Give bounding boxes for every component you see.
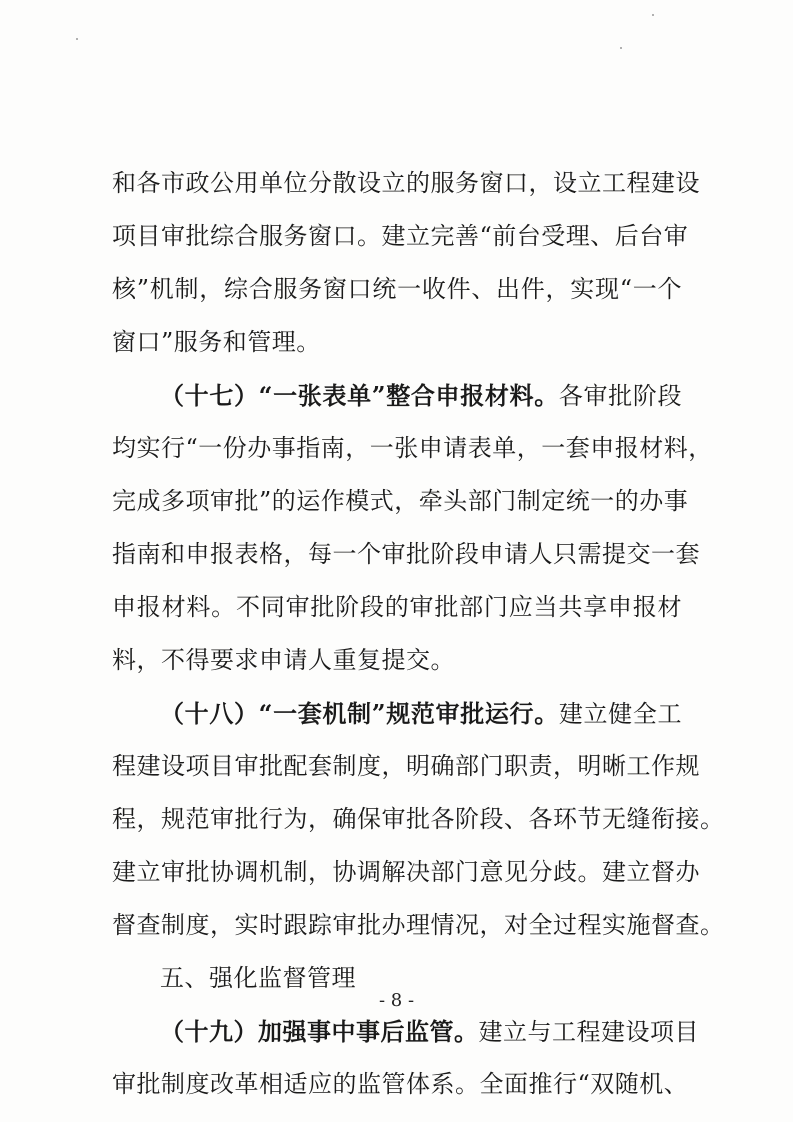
text-fragment: 建立健全工 [558, 700, 683, 728]
text-line: 窗口”服务和管理。 [112, 328, 321, 356]
text-line: 完成多项审批”的运作模式，牵头部门制定统一的办事 [112, 487, 689, 515]
text-fragment: 各审批阶段 [558, 382, 683, 410]
text-line: 料，不得要求申请人重复提交。 [112, 646, 455, 674]
text-line: 项目审批综合服务窗口。建立完善“前台受理、后台审 [112, 222, 689, 250]
paragraph-first-line [112, 1005, 699, 1058]
text-line: 申报材料。不同审批阶段的审批部门应当共享申报材 [112, 593, 682, 621]
page-number: - 8 - [378, 990, 415, 1011]
text-line: 核”机制，综合服务窗口统一收件、出件，实现“一个 [112, 275, 682, 303]
scan-speck [620, 47, 622, 49]
paragraph-lead-heading: （十九）加强事中事后监管。 [160, 1017, 479, 1046]
section-heading: 五、强化监督管理 [160, 964, 356, 992]
paragraph-lead-heading: （十七）“一张表单”整合申报材料。 [160, 381, 559, 410]
document-body [112, 157, 725, 1111]
text-line: 程建设项目审批配套制度，明确部门职责，明晰工作规 [112, 752, 700, 780]
text-fragment: 建立与工程建设项目 [478, 1018, 699, 1046]
text-line: 和各市政公用单位分散设立的服务窗口，设立工程建设 [112, 169, 700, 197]
text-line: 督查制度，实时跟踪审批办理情况，对全过程实施督查。 [112, 911, 725, 939]
text-line: 均实行“一份办事指南，一张申请表单，一套申报材料， [112, 434, 713, 462]
scan-speck [652, 14, 654, 16]
text-line: 审批制度改革相适应的监管体系。全面推行“双随机、 [112, 1070, 689, 1098]
paragraph-first-line [112, 687, 682, 740]
text-line: 建立审批协调机制，协调解决部门意见分歧。建立督办 [112, 858, 700, 886]
text-line: 程，规范审批行为，确保审批各阶段、各环节无缝衔接。 [112, 805, 725, 833]
paragraph-lead-heading: （十八）“一套机制”规范审批运行。 [160, 699, 559, 728]
scan-speck [76, 38, 78, 40]
text-line: 指南和申报表格，每一个审批阶段申请人只需提交一套 [112, 540, 700, 568]
paragraph-first-line [112, 369, 682, 422]
